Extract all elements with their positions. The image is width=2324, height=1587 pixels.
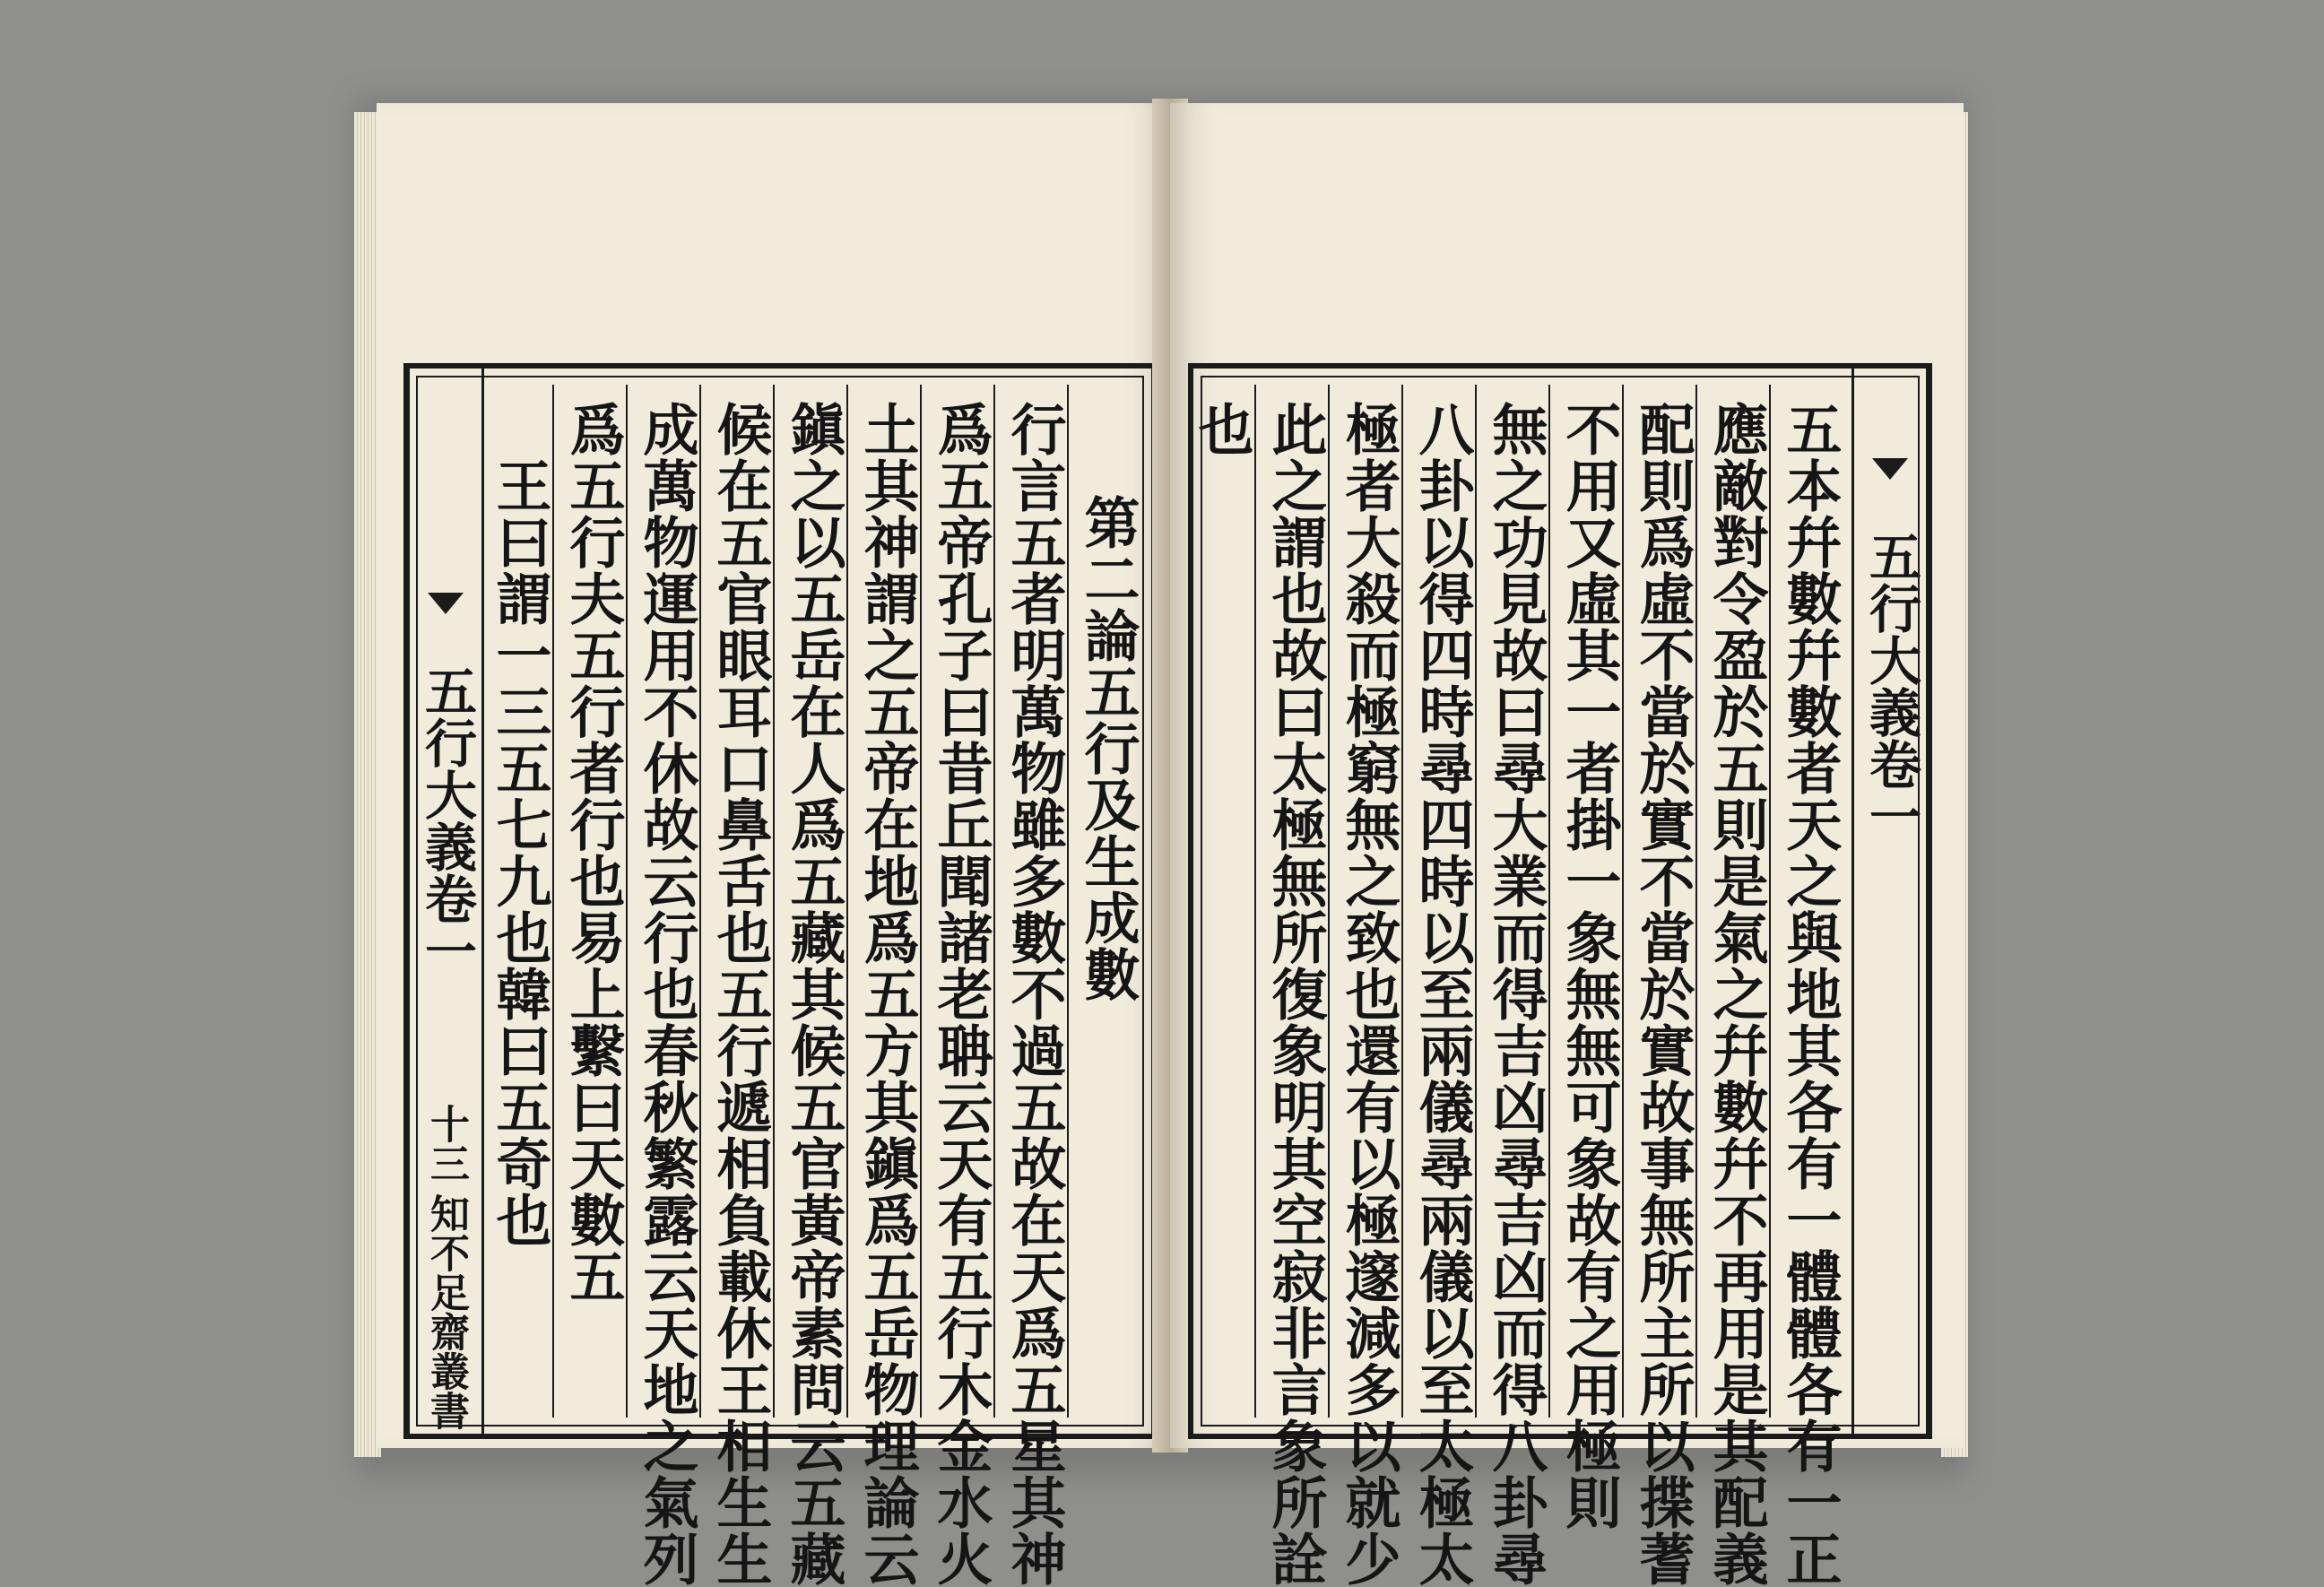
column-rule: [1548, 385, 1550, 1418]
text-column: 行言五者明萬物雖多數不過五故在天爲五星其神: [1002, 401, 1067, 1587]
column-rule: [1769, 385, 1771, 1418]
bleed-through-text: [699, 157, 771, 381]
text-column: 鎭之以五岳在人爲五藏其候五官黃帝素問云五藏: [781, 401, 846, 1587]
fishtail-mark: [1872, 458, 1908, 480]
column-rule: [1254, 385, 1256, 1418]
column-rule: [626, 385, 628, 1418]
margin-title: 五行大義卷一: [1860, 530, 1921, 842]
text-column: 也: [1189, 401, 1254, 457]
text-column: 爲五行夫五行者行也易上繫曰天數五: [560, 401, 626, 1305]
column-rule: [993, 385, 995, 1418]
column-rule: [1328, 385, 1330, 1418]
chapter-heading: 第二論五行及生成數: [1075, 494, 1140, 1002]
text-column: 八卦以得四時尋四時以至兩儀尋兩儀以至太極太: [1409, 401, 1475, 1587]
publisher-name: 知不足齋叢書: [423, 1193, 469, 1430]
text-column: 不用又虛其一者掛一象無無可象故有之用極則: [1557, 401, 1622, 1531]
column-rule: [1475, 385, 1477, 1418]
fishtail-mark: [428, 593, 464, 614]
margin-title: 五行大義卷一: [416, 664, 477, 976]
column-rule: [846, 385, 848, 1418]
text-column: 成萬物運用不休故云行也春秋繁露云天地之氣列: [634, 401, 699, 1587]
folio-number: 十三: [423, 1104, 469, 1183]
text-column: 土其神謂之五帝在地爲五方其鎭爲五岳物理論云: [854, 401, 920, 1587]
column-rule: [773, 385, 775, 1418]
column-rule: [1401, 385, 1403, 1418]
left-page: [377, 103, 1170, 1587]
right-page-frame: [1188, 363, 1932, 1587]
text-column: 爲五帝孔子曰昔丘聞諸老聃云天有五行木金水火: [928, 401, 993, 1587]
column-rule: [699, 385, 701, 1418]
text-column: 極者大殺而極窮無之致也還有以極邃減多以就少: [1336, 401, 1401, 1587]
left-page-frame: [403, 363, 1157, 1587]
column-rule: [1622, 385, 1624, 1418]
text-column: 配則爲虛不當於實不當於實故事無所主所以揲蓍: [1630, 401, 1695, 1587]
margin-band: [407, 369, 484, 1434]
text-column: 無之功見故曰尋大業而得吉凶尋吉凶而得八卦尋: [1483, 401, 1548, 1587]
text-column: 五本幷數幷數者天之與地其各有一體體各有一正: [1777, 401, 1843, 1587]
margin-band: [1851, 369, 1929, 1434]
column-rule: [920, 385, 922, 1418]
text-column: 應敵對令盈於五則是氣之幷數幷不再用是其配義: [1704, 401, 1769, 1587]
text-column: 此之謂也故曰太極無所復象明其空寂非言象所詮: [1262, 401, 1328, 1587]
column-rule: [1067, 385, 1069, 1418]
column-rule: [552, 385, 554, 1418]
right-page: [1170, 103, 1964, 1587]
text-column: 王曰謂一三五七九也韓曰五奇也: [487, 401, 552, 1248]
column-rule: [1695, 385, 1697, 1418]
text-column: 候在五官眼耳口鼻舌也五行遞相負載休王相生生: [707, 401, 773, 1587]
